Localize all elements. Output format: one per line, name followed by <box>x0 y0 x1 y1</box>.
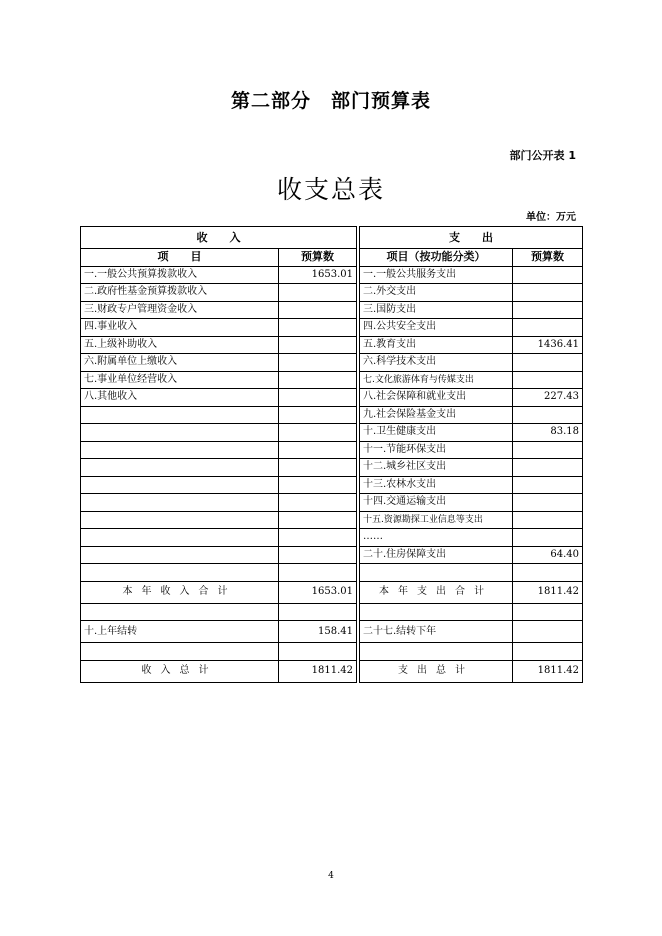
unit-label: 单位：万元 <box>526 212 576 223</box>
table-row <box>81 546 583 564</box>
expenditure-value-cell <box>513 371 583 389</box>
income-value-cell <box>279 284 357 302</box>
form-number: 部门公开表 1 <box>509 149 576 162</box>
expenditure-budget-header: 预算数 <box>513 249 583 267</box>
expenditure-item-cell: 九.社会保险基金支出 <box>360 406 513 424</box>
income-item-cell <box>81 511 279 529</box>
expenditure-value-cell <box>513 301 583 319</box>
expenditure-item-cell: 七.文化旅游体育与传媒支出 <box>360 371 513 389</box>
expenditure-value-cell: 1436.41 <box>513 336 583 354</box>
table-row <box>81 424 583 442</box>
expenditure-value-cell <box>513 319 583 337</box>
year-total-row-income-value: 1653.01 <box>279 581 357 603</box>
income-value-cell <box>279 476 357 494</box>
income-item-cell <box>81 564 279 582</box>
income-item-cell <box>81 494 279 512</box>
expenditure-item-cell: 十.卫生健康支出 <box>360 424 513 442</box>
expenditure-item-cell <box>360 564 513 582</box>
year-total-row-expenditure-label: 本年支出合计 <box>360 581 513 603</box>
expenditure-item-cell: 八.社会保障和就业支出 <box>360 389 513 407</box>
expenditure-value-cell <box>513 441 583 459</box>
expenditure-item-header: 项目（按功能分类） <box>360 249 513 267</box>
expenditure-item-cell: 二.外交支出 <box>360 284 513 302</box>
part-title: 第二部分 部门预算表 <box>230 90 431 112</box>
column-header-row <box>81 249 583 267</box>
budget-summary-table <box>80 226 583 683</box>
expenditure-value-cell <box>513 564 583 582</box>
income-item-header: 项 目 <box>81 249 279 267</box>
table-row <box>81 389 583 407</box>
expenditure-item-cell: 五.教育支出 <box>360 336 513 354</box>
income-value-cell <box>279 336 357 354</box>
table-row <box>81 354 583 372</box>
expenditure-value-cell <box>513 511 583 529</box>
income-item-cell <box>81 459 279 477</box>
income-item-cell: 八.其他收入 <box>81 389 279 407</box>
table-row <box>81 371 583 389</box>
expenditure-value-cell <box>513 354 583 372</box>
year-total-row-expenditure-value: 1811.42 <box>513 581 583 603</box>
expenditure-value-cell <box>513 459 583 477</box>
income-value-cell <box>279 406 357 424</box>
grand-total-row-income-value: 1811.42 <box>279 660 357 682</box>
table-row <box>81 284 583 302</box>
page-title: 收支总表 <box>276 175 385 204</box>
income-item-cell: 一.一般公共预算拨款收入 <box>81 266 279 284</box>
expenditure-item-cell: 四.公共安全支出 <box>360 319 513 337</box>
income-value-cell <box>279 354 357 372</box>
carry-over-row-income-value: 158.41 <box>279 621 357 643</box>
section-header-row <box>81 227 583 249</box>
expenditure-value-cell: 227.43 <box>513 389 583 407</box>
carry-over-row-expenditure-label: 二十七.结转下年 <box>360 621 513 643</box>
income-value-cell <box>279 371 357 389</box>
income-value-cell <box>279 529 357 547</box>
blank-row <box>81 643 583 661</box>
year-total-row <box>81 581 583 603</box>
grand-total-row-income-label: 收入总计 <box>81 660 279 682</box>
expenditure-item-cell: 三.国防支出 <box>360 301 513 319</box>
grand-total-row-expenditure-value: 1811.42 <box>513 660 583 682</box>
expenditure-item-cell: …… <box>360 529 513 547</box>
income-item-cell <box>81 441 279 459</box>
income-item-cell <box>81 546 279 564</box>
income-item-cell <box>81 406 279 424</box>
table-row <box>81 336 583 354</box>
expenditure-item-cell: 十三.农林水支出 <box>360 476 513 494</box>
table-row <box>81 564 583 582</box>
income-item-cell: 二.政府性基金预算拨款收入 <box>81 284 279 302</box>
income-item-cell: 四.事业收入 <box>81 319 279 337</box>
income-item-cell <box>81 529 279 547</box>
income-value-cell <box>279 459 357 477</box>
page-number: 4 <box>328 871 334 881</box>
expenditure-section-header: 支 出 <box>360 227 583 249</box>
income-item-cell <box>81 476 279 494</box>
income-value-cell <box>279 546 357 564</box>
carry-over-row-expenditure-value <box>513 621 583 643</box>
grand-total-row-expenditure-label: 支出总计 <box>360 660 513 682</box>
blank-row <box>81 603 583 621</box>
income-value-cell <box>279 511 357 529</box>
income-item-cell <box>81 424 279 442</box>
grand-total-row <box>81 660 583 682</box>
income-value-cell <box>279 564 357 582</box>
table-row <box>81 266 583 284</box>
income-section-header: 收 入 <box>81 227 357 249</box>
income-value-cell <box>279 494 357 512</box>
income-value-cell <box>279 319 357 337</box>
expenditure-value-cell <box>513 494 583 512</box>
table-row <box>81 406 583 424</box>
expenditure-value-cell <box>513 266 583 284</box>
carry-over-row-income-label: 十.上年结转 <box>81 621 279 643</box>
income-item-cell: 六.附属单位上缴收入 <box>81 354 279 372</box>
expenditure-item-cell: 十二.城乡社区支出 <box>360 459 513 477</box>
year-total-row-income-label: 本年收入合计 <box>81 581 279 603</box>
income-value-cell <box>279 441 357 459</box>
income-budget-header: 预算数 <box>279 249 357 267</box>
expenditure-item-cell: 十四.交通运输支出 <box>360 494 513 512</box>
table-row <box>81 319 583 337</box>
expenditure-value-cell <box>513 476 583 494</box>
expenditure-value-cell: 83.18 <box>513 424 583 442</box>
expenditure-item-cell: 一.一般公共服务支出 <box>360 266 513 284</box>
table-row <box>81 494 583 512</box>
expenditure-item-cell: 十五.资源勘探工业信息等支出 <box>360 511 513 529</box>
income-value-cell: 1653.01 <box>279 266 357 284</box>
income-item-cell: 三.财政专户管理资金收入 <box>81 301 279 319</box>
carry-over-row <box>81 621 583 643</box>
income-item-cell: 七.事业单位经营收入 <box>81 371 279 389</box>
expenditure-item-cell: 十一.节能环保支出 <box>360 441 513 459</box>
expenditure-value-cell <box>513 406 583 424</box>
table-row <box>81 476 583 494</box>
table-row <box>81 459 583 477</box>
expenditure-value-cell: 64.40 <box>513 546 583 564</box>
income-value-cell <box>279 424 357 442</box>
table-row <box>81 511 583 529</box>
expenditure-value-cell <box>513 284 583 302</box>
expenditure-value-cell <box>513 529 583 547</box>
income-value-cell <box>279 301 357 319</box>
expenditure-item-cell: 二十.住房保障支出 <box>360 546 513 564</box>
expenditure-item-cell: 六.科学技术支出 <box>360 354 513 372</box>
table-row <box>81 441 583 459</box>
table-row <box>81 301 583 319</box>
table-row <box>81 529 583 547</box>
income-item-cell: 五.上级补助收入 <box>81 336 279 354</box>
income-value-cell <box>279 389 357 407</box>
